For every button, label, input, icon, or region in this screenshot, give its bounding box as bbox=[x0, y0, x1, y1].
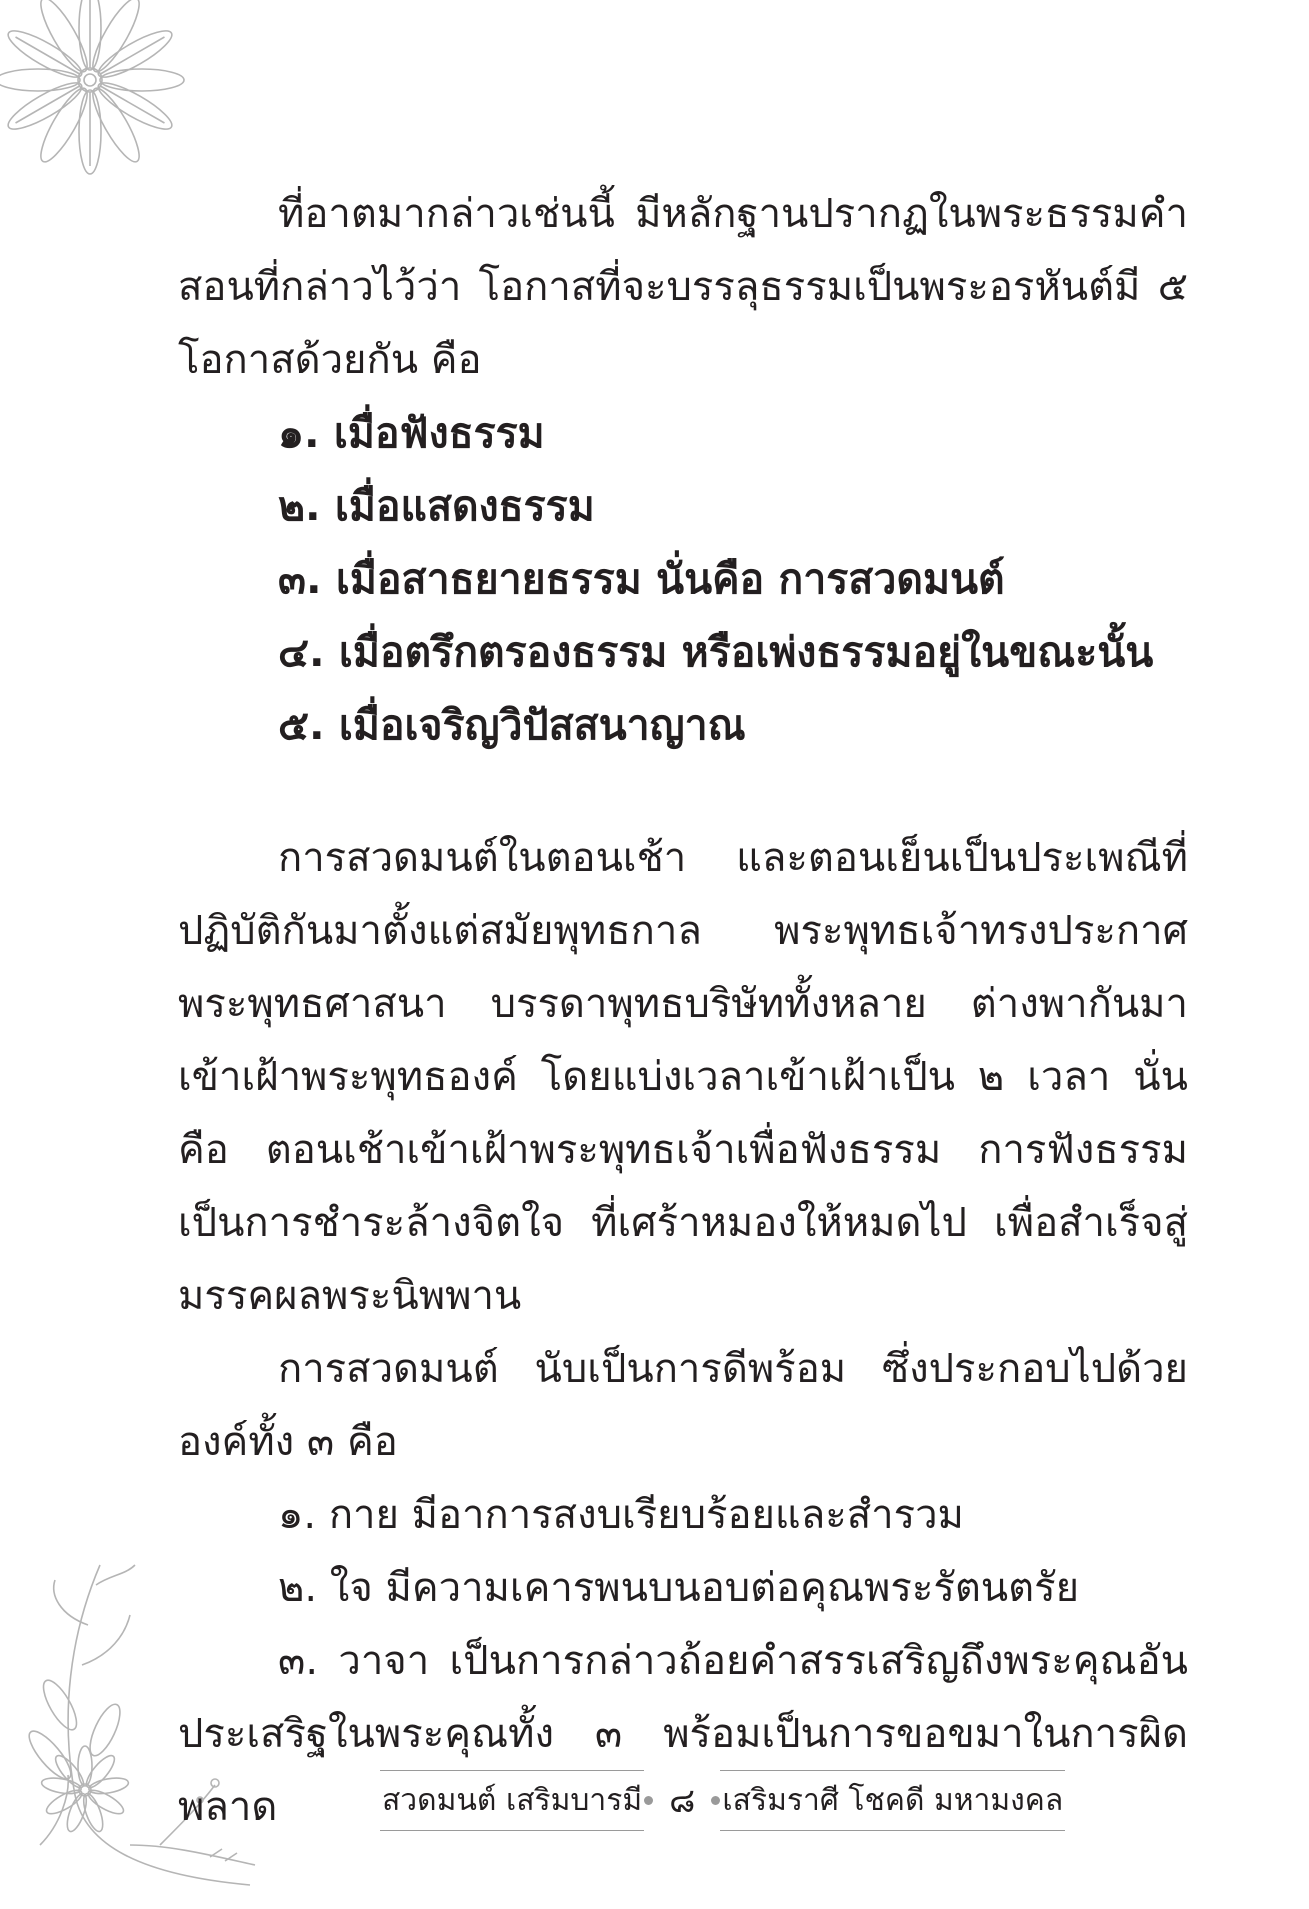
page-number: ๘ bbox=[669, 1781, 696, 1821]
intro-paragraph: ที่อาตมากล่าวเช่นนี้ มีหลักฐานปรากฏในพระธรรมคำสอนที่กล่าวไว้ว่า โอกาสที่จะบรรลุธรรมเป็นพระอรหันต์มี ๕ โอกาสด้วยกัน คือ bbox=[178, 191, 1188, 383]
list-item: ๒. ใจ มีความเคารพนบนอบต่อคุณพระรัตนตรัย bbox=[278, 1565, 1080, 1611]
list-item: ๒. เมื่อแสดงธรรม bbox=[278, 482, 595, 530]
list-item: ๑. เมื่อฟังธรรม bbox=[278, 409, 545, 457]
dot-icon bbox=[644, 1796, 653, 1805]
list-item: ๕. เมื่อเจริญวิปัสสนาญาณ bbox=[278, 701, 746, 749]
page-footer bbox=[380, 1770, 1064, 1830]
footer-left-title: สวดมนต์ เสริมบารมี bbox=[380, 1770, 644, 1831]
list-item: ๔. เมื่อตรึกตรองธรรม หรือเพ่งธรรมอยู่ในขณะนั้น bbox=[278, 628, 1154, 676]
components-paragraph: การสวดมนต์ นับเป็นการดีพร้อม ซึ่งประกอบไปด้วยองค์ทั้ง ๓ คือ bbox=[178, 1346, 1188, 1465]
list-item: ๓. เมื่อสาธยายธรรม นั่นคือ การสวดมนต์ bbox=[278, 555, 1005, 603]
dot-icon bbox=[711, 1796, 720, 1805]
list-item: ๑. กาย มีอาการสงบเรียบร้อยและสำรวม bbox=[278, 1492, 964, 1538]
tradition-paragraph: การสวดมนต์ในตอนเช้า และตอนเย็นเป็นประเพณีที่ปฏิบัติกันมาตั้งแต่สมัยพุทธกาล พระพุทธเจ้าทรงประกาศพระพุทธศาสนา บรรดาพุทธบริษัททั้งหลาย ต่างพากันมาเข้าเฝ้าพระพุทธองค์ โดยแบ่งเวลาเข้าเฝ้าเป็น ๒ เวลา นั่นคือ ตอนเช้าเข้าเฝ้าพระพุทธเจ้าเพื่อฟังธรรม การฟังธรรมเป็นการชำระล้างจิตใจ ที่เศร้าหมองให้หมดไป เพื่อสำเร็จสู่มรรคผลพระนิพพาน bbox=[178, 835, 1188, 1319]
page-number-group bbox=[644, 1773, 720, 1827]
footer-right-title: เสริมราศี โชคดี มหามงคล bbox=[720, 1770, 1065, 1831]
speech-paragraph: ๓. วาจา เป็นการกล่าวถ้อยคำสรรเสริญถึงพระคุณอันประเสริฐในพระคุณทั้ง ๓ พร้อมเป็นการขอขมาในการผิดพลาด bbox=[178, 1638, 1188, 1830]
page-body bbox=[178, 178, 1188, 1844]
